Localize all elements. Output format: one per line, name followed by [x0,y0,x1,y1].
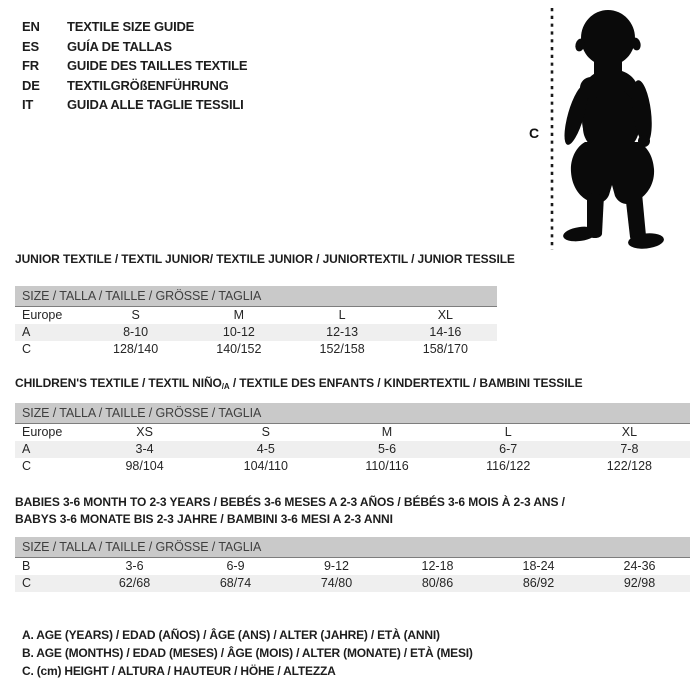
row-label: Europe [22,308,63,322]
language-title: TEXTILE SIZE GUIDE [67,19,195,35]
age-value: 5-6 [377,442,397,456]
row-label: C [22,342,32,356]
title-line-1: BABIES 3-6 MONTH TO 2-3 YEARS / BEBÉS 3-6 MESES A 2-3 AÑOS / BÉBÉS 3-6 MOIS À 2-3 ANS / [15,495,565,509]
height-value: 158/170 [422,342,468,356]
language-row-de [22,76,247,96]
age-value: 6-7 [499,442,518,456]
babies-table-title [15,494,690,528]
language-title: TEXTILGRÖßENFÜHRUNG [67,77,229,93]
height-value: 68/74 [219,576,252,590]
height-measure-line [549,8,555,250]
age-value: 12-18 [421,559,454,573]
table-row-age [15,441,690,458]
language-code: FR [22,58,39,74]
row-label: C [22,576,32,590]
row-label: C [22,459,32,473]
childrens-table-title [15,376,690,390]
height-value: 92/98 [623,576,656,590]
age-value: 9-12 [323,559,350,573]
height-value: 104/110 [243,459,288,473]
height-value: 110/116 [365,459,409,473]
language-list [22,17,247,115]
table-row-height [15,575,690,592]
size-value: S [261,425,270,439]
language-title: GUIDE DES TAILLES TEXTILE [67,58,248,74]
age-value: 4-5 [256,442,275,456]
height-value: 128/140 [113,342,159,356]
height-value: 74/80 [320,576,353,590]
height-value: 152/158 [319,342,365,356]
table-row-europe [15,424,690,441]
legend-footnotes [22,626,473,680]
age-value: 10-12 [222,325,255,339]
size-value: S [131,308,140,322]
height-value: 86/92 [522,576,555,590]
footnote-b: B. AGE (MONTHS) / EDAD (MESES) / ÂGE (MOIS) / ALTER (MONATE) / ETÀ (MESI) [22,646,473,660]
title-subscript: /A [221,382,230,391]
size-value: L [504,425,512,439]
language-row-fr [22,56,247,76]
age-value: 3-6 [125,559,144,573]
height-value: 140/152 [216,342,262,356]
table-row-height [15,458,690,475]
language-title: GUIDA ALLE TAGLIE TESSILI [67,97,244,113]
table-row-age-months [15,558,690,575]
age-value: 7-8 [620,442,639,456]
height-value: 116/122 [486,459,531,473]
height-value: 98/104 [125,459,164,473]
footnote-c: C. (cm) HEIGHT / ALTURA / HAUTEUR / HÖHE / ALTEZZA [22,664,336,678]
size-value: M [233,308,245,322]
size-value: L [338,308,346,322]
language-row-en [22,17,247,37]
height-value: 62/68 [118,576,151,590]
language-row-it [22,95,247,115]
size-value: XL [621,425,638,439]
height-measure-label: C [529,125,540,141]
language-title: GUÍA DE TALLAS [67,38,172,54]
footnote-a: A. AGE (YEARS) / EDAD (AÑOS) / ÂGE (ANS) / ALTER (JAHRE) / ETÀ (ANNI) [22,628,440,642]
row-label: A [22,442,31,456]
age-value: 3-4 [135,442,154,456]
language-code: ES [22,38,39,54]
age-value: 18-24 [522,559,555,573]
size-value: XL [437,308,454,322]
height-value: 80/86 [421,576,454,590]
junior-textile-table [15,252,515,358]
childrens-textile-table [15,376,690,475]
language-code: DE [22,77,40,93]
size-value: M [381,425,393,439]
size-header-band: SIZE / TALLA / TAILLE / GRÖSSE / TAGLIA [15,403,690,424]
age-value: 14-16 [429,325,462,339]
language-code: IT [22,97,34,113]
row-label: B [22,559,31,573]
age-value: 12-13 [326,325,359,339]
height-value: 122/128 [606,459,652,473]
table-row-height [15,341,497,358]
title-text: / TEXTILE DES ENFANTS / KINDERTEXTIL / BAMBINI TESSILE [229,376,583,390]
babies-textile-table [15,494,690,592]
title-text: CHILDREN'S TEXTILE / TEXTIL NIÑO [15,376,222,390]
size-header-band: SIZE / TALLA / TAILLE / GRÖSSE / TAGLIA [15,286,497,307]
table-row-europe [15,307,497,324]
age-value: 6-9 [226,559,245,573]
row-label: A [22,325,31,339]
language-row-es [22,37,247,57]
age-value: 24-36 [623,559,656,573]
title-line-2: BABYS 3-6 MONATE BIS 2-3 JAHRE / BAMBINI 3-6 MESI A 2-3 ANNI [15,512,393,526]
language-code: EN [22,19,40,35]
size-header-band: SIZE / TALLA / TAILLE / GRÖSSE / TAGLIA [15,537,690,558]
table-row-age [15,324,497,341]
toddler-silhouette-icon [561,8,666,250]
size-value: XS [136,425,153,439]
junior-table-title: JUNIOR TEXTILE / TEXTIL JUNIOR/ TEXTILE JUNIOR / JUNIORTEXTIL / JUNIOR TESSILE [15,252,515,266]
age-value: 8-10 [123,325,149,339]
row-label: Europe [22,425,63,439]
